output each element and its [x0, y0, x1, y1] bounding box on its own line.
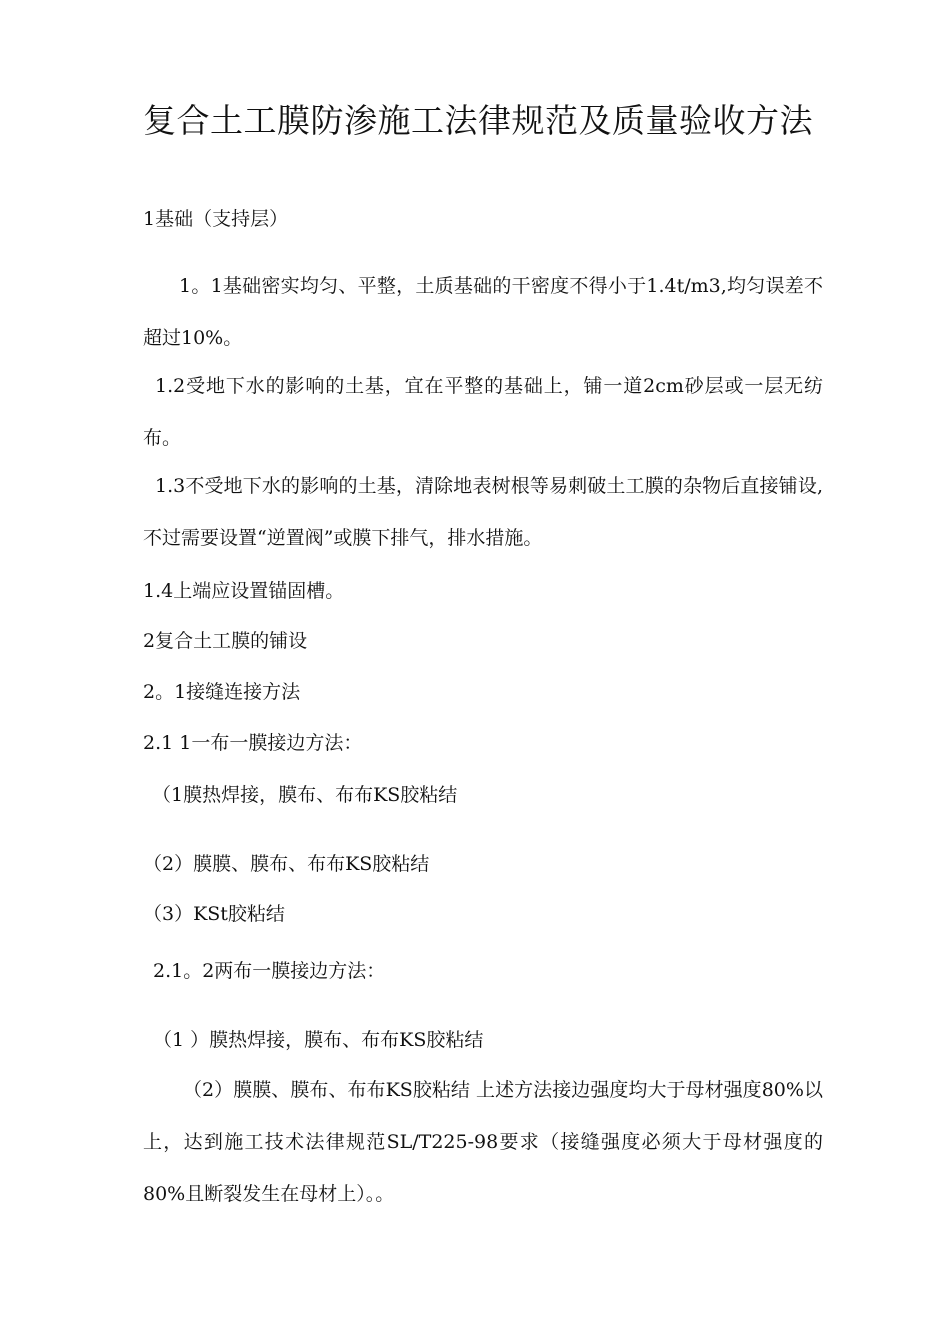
paragraph-2-summary: （2）膜膜、膜布、布布KS胶粘结 上述方法接边强度均大于母材强度80%以上，达到施工技术法律规范SL/T225-98要求（接缝强度必须大于母材强度的80%且断裂发生在母材上）。。 — [143, 1079, 823, 1205]
section-heading-2: 2复合土工膜的铺设 — [143, 630, 308, 652]
section-heading-1: 1基础（支持层） — [143, 208, 289, 230]
paragraph-1-2: 1.2受地下水的影响的土基，宜在平整的基础上，铺一道2cm砂层或一层无纺布。 — [143, 375, 823, 449]
paragraph-1-3: 1.3不受地下水的影响的土基，清除地表树根等易刺破土工膜的杂物后直接铺设, 不过需要设置“逆置阀”或膜下排气，排水措施。 — [143, 475, 823, 549]
subsection-2-1-2: 2.1。2两布一膜接边方法： — [153, 960, 386, 982]
list-item-4: （1 ）膜热焊接，膜布、布布KS胶粘结 — [153, 1029, 484, 1051]
document-title: 复合土工膜防渗施工法律规范及质量验收方法 — [143, 101, 813, 140]
subsection-2-1: 2。1接缝连接方法 — [143, 681, 301, 703]
list-item-1: （1膜热焊接，膜布、布布KS胶粘结 — [152, 784, 458, 806]
subsection-2-1-1: 2.1 1一布一膜接边方法： — [143, 732, 363, 754]
paragraph-1-1: 1。1基础密实均匀、平整，土质基础的干密度不得小于1.4t/m3,均匀误差不超过10%。 — [143, 275, 823, 349]
list-item-2: （2）膜膜、膜布、布布KS胶粘结 — [143, 853, 430, 875]
paragraph-1-4: 1.4上端应设置锚固槽。 — [143, 580, 345, 602]
list-item-3: （3）KSt胶粘结 — [143, 903, 285, 925]
